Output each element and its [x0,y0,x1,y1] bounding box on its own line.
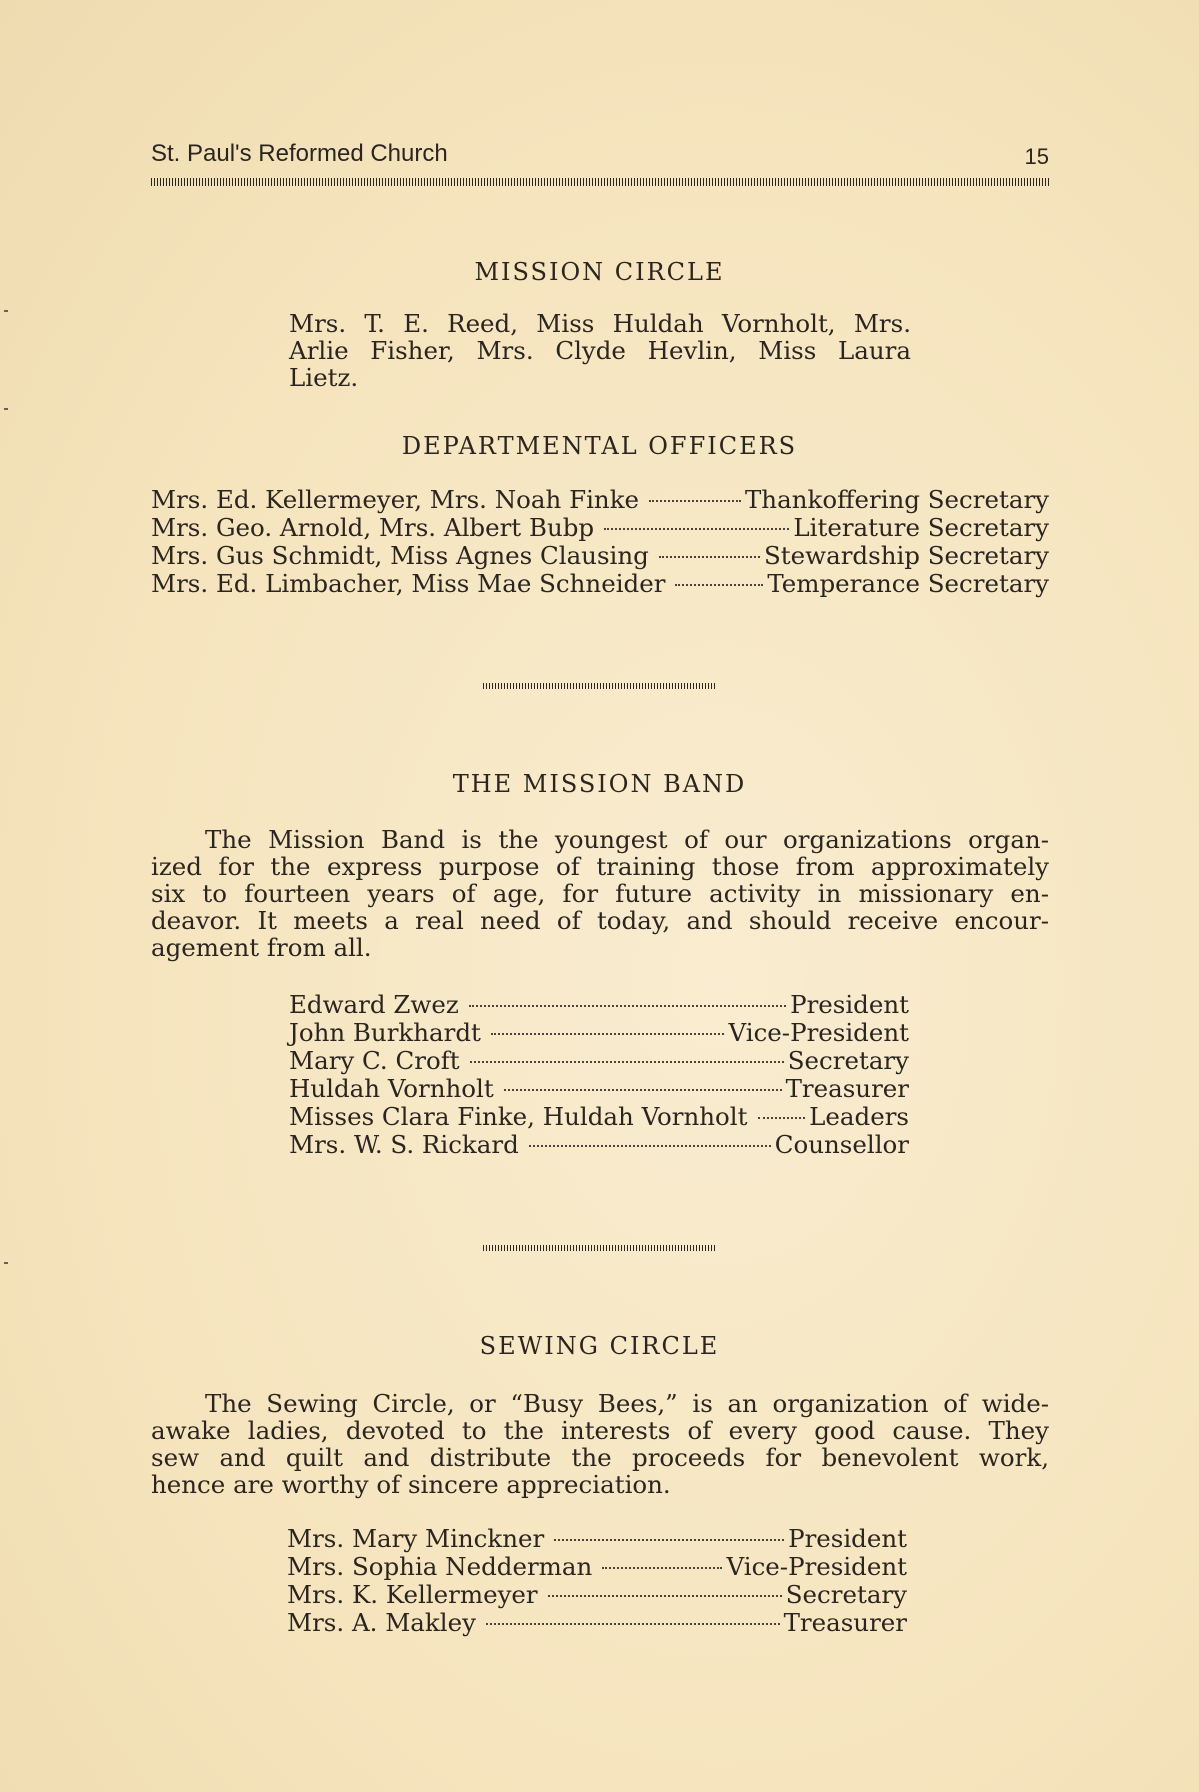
sewing-circle-paragraph [151,1390,1049,1498]
officer-names: Mrs. Ed. Kellermeyer, Mrs. Noah Finke [151,485,640,514]
officer-row [151,514,1049,542]
binding-mark [4,1262,8,1264]
officer-name: Mrs. W. S. Rickard [289,1130,519,1159]
officer-row [289,991,909,1019]
officer-names: Mrs. Geo. Arnold, Mrs. Albert Bubp [151,513,595,542]
sewing-circle-heading: SEWING CIRCLE [479,1332,720,1360]
officer-row [151,486,1049,514]
paragraph-line: hence are worthy of sincere appreciation. [151,1470,671,1499]
dot-leader [602,1567,722,1569]
officer-row [151,570,1049,598]
officer-row [289,1019,909,1047]
paragraph-line: The Sewing Circle, or “Busy Bees,” is an organization of wide- [205,1389,1049,1418]
officer-office: Vice-President [726,1552,907,1581]
officer-office: Thankoffering Secretary [744,485,1049,514]
binding-mark [4,310,8,312]
officer-row [287,1553,907,1581]
officer-name: Mrs. Mary Minckner [287,1524,545,1553]
section-separator [483,683,715,689]
dot-leader [659,556,760,558]
officer-office: Temperance Secretary [767,569,1049,598]
dot-leader [675,584,763,586]
officer-name: Mrs. A. Makley [287,1608,476,1637]
officer-name: Edward Zwez [289,990,459,1019]
officer-row [289,1075,909,1103]
officer-name: Huldah Vornholt [289,1074,494,1103]
member-line: Mrs. T. E. Reed, Miss Huldah Vornholt, Mrs. [289,309,911,338]
running-head [151,140,1049,170]
mission-circle-members [289,310,911,391]
mission-band-heading: THE MISSION BAND [452,770,747,798]
dot-leader [554,1539,784,1541]
officer-row [289,1103,909,1131]
header-rule [151,178,1049,186]
officer-name: Mrs. K. Kellermeyer [287,1580,538,1609]
officer-name: Misses Clara Finke, Huldah Vornholt [289,1102,748,1131]
section-separator [483,1245,715,1251]
dot-leader [470,1061,784,1063]
officer-office: President [788,1524,907,1553]
officer-name: John Burkhardt [289,1018,481,1047]
officer-names: Mrs. Gus Schmidt, Miss Agnes Clausing [151,541,649,570]
member-line: Lietz. [289,363,359,392]
officer-office: Counsellor [774,1130,909,1159]
paragraph-line: awake ladies, devoted to the interests of every good cause. They [151,1416,1049,1445]
departmental-officers-list [151,486,1049,598]
dot-leader [548,1595,782,1597]
dot-leader [604,528,789,530]
officer-office: Secretary [785,1580,907,1609]
sewing-circle-officers [287,1525,907,1637]
dot-leader [469,1005,786,1007]
dot-leader [486,1623,780,1625]
officer-office: Treasurer [783,1608,907,1637]
dot-leader [504,1089,782,1091]
page-number: 15 [1024,144,1049,169]
officer-row [287,1581,907,1609]
officer-office: President [790,990,909,1019]
member-line: Arlie Fisher, Mrs. Clyde Hevlin, Miss Laura [289,336,911,365]
mission-band-paragraph [151,826,1049,961]
dot-leader [529,1145,771,1147]
officer-office: Treasurer [785,1074,909,1103]
officer-office: Literature Secretary [793,513,1049,542]
officer-name: Mary C. Croft [289,1046,460,1075]
mission-circle-heading: MISSION CIRCLE [474,258,725,286]
officer-office: Stewardship Secretary [764,541,1049,570]
departmental-officers-heading: DEPARTMENTAL OFFICERS [401,432,798,460]
paragraph-line: ized for the express purpose of training those from approximately [151,852,1049,881]
officer-row [151,542,1049,570]
officer-row [289,1047,909,1075]
dot-leader [491,1033,725,1035]
officer-row [289,1131,909,1159]
officer-office: Vice-President [728,1018,909,1047]
binding-mark [4,408,8,410]
officer-name: Mrs. Sophia Nedderman [287,1552,593,1581]
dot-leader [649,500,741,502]
dot-leader [758,1117,806,1119]
officer-office: Secretary [787,1046,909,1075]
officer-office: Leaders [809,1102,909,1131]
paragraph-line: sew and quilt and distribute the proceeds for benevolent work, [151,1443,1049,1472]
officer-row [287,1609,907,1637]
mission-band-officers [289,991,909,1159]
paragraph-line: agement from all. [151,933,372,962]
officer-row [287,1525,907,1553]
paragraph-line: deavor. It meets a real need of today, and should receive encour- [151,906,1049,935]
paragraph-line: The Mission Band is the youngest of our organizations organ- [205,825,1049,854]
running-title: St. Paul's Reformed Church [151,140,448,167]
officer-names: Mrs. Ed. Limbacher, Miss Mae Schneider [151,569,666,598]
paragraph-line: six to fourteen years of age, for future activity in missionary en- [151,879,1049,908]
